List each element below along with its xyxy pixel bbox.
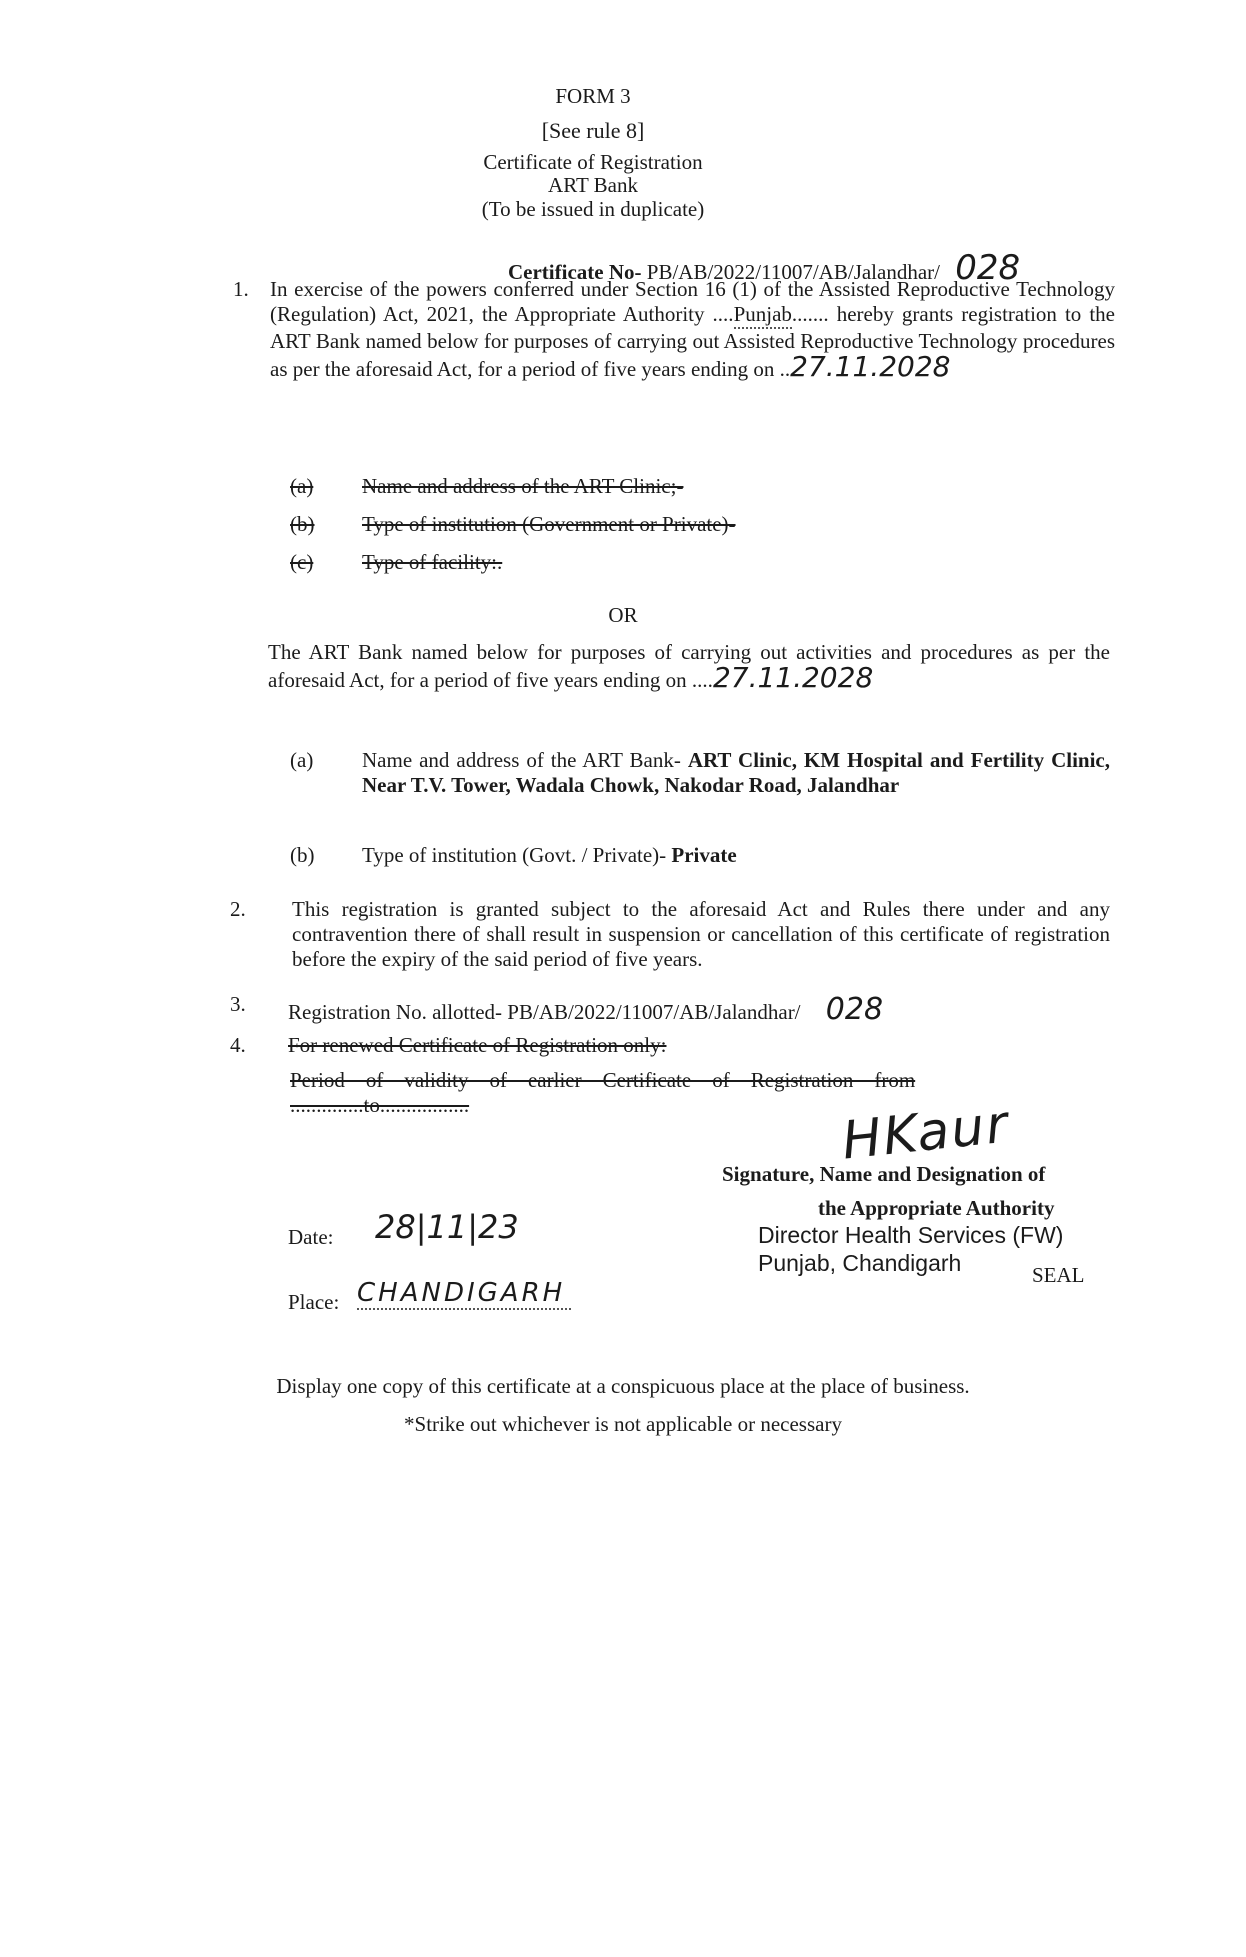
- para2-text: This registration is granted subject to the aforesaid Act and Rules there under and any contravention there of shall result in suspension or cancellation of this certificate of registration before the expiry of the said period of five years.: [292, 897, 1110, 971]
- date-value: 28|11|23: [375, 1208, 519, 1246]
- para-or-body: The ART Bank named below for purposes of carrying out activities and procedures as per the aforesaid Act, for a period of five years ending on ....: [268, 640, 1110, 692]
- para1-number: 1.: [233, 277, 249, 301]
- signature-caption-line2: the Appropriate Authority: [818, 1196, 1055, 1220]
- footer-display-note: Display one copy of this certificate at a conspicuous place at the place of business.: [276, 1374, 970, 1398]
- bank-item-b-label: (b): [290, 843, 315, 867]
- certificate-number-label: Certificate No-: [508, 260, 642, 284]
- para-or-text: [268, 640, 1110, 693]
- para3-number: 3.: [230, 992, 246, 1016]
- date-label: Date:: [288, 1225, 334, 1249]
- para3-registration-number: PB/AB/2022/11007/AB/Jalandhar/: [507, 1000, 801, 1024]
- para1-end-date: 27.11.2028: [790, 350, 951, 383]
- struck-item-c-label: (c): [290, 550, 314, 574]
- bank-item-b-value: Private: [671, 843, 737, 867]
- para3-label: Registration No. allotted-: [288, 1000, 503, 1024]
- bank-item-a: [362, 748, 1110, 798]
- duplicate-note: (To be issued in duplicate): [481, 197, 705, 221]
- place-value: CHANDIGARH: [357, 1278, 571, 1310]
- footer-strike-note: *Strike out whichever is not applicable or necessary: [404, 1412, 842, 1436]
- certificate-number-handwritten: 028: [955, 248, 1021, 288]
- bank-item-b: [362, 843, 737, 868]
- para1-text-b: hereby grants registration to the ART Bank named below for purposes of carrying out Assisted Reproductive Technology procedures as per the aforesaid Act, for a period of five years ending on ..: [270, 302, 1116, 381]
- seal-label: SEAL: [1032, 1263, 1085, 1287]
- form-number: FORM 3: [555, 84, 631, 108]
- bank-item-a-label: (a): [290, 748, 314, 772]
- para4-number: 4.: [230, 1033, 246, 1057]
- signature-scribble: HKaur: [839, 1094, 1013, 1172]
- bank-item-a-text: Name and address of the ART Bank-: [362, 748, 681, 772]
- stamp-designation: Director Health Services (FW): [758, 1222, 1064, 1248]
- para1-text-a: In exercise of the powers conferred under Section 16 (1) of the Assisted Reproductive Technology (Regulation) Act, 2021, the Appropriate Authority ....: [270, 277, 1115, 326]
- para2-number: 2.: [230, 897, 246, 921]
- rule-reference: [See rule 8]: [541, 118, 645, 143]
- para3-text: [288, 992, 883, 1027]
- signature-caption-line1: Signature, Name and Designation of: [722, 1162, 1046, 1186]
- bank-item-a-value: ART Clinic, KM Hospital and Fertility Clinic, Near T.V. Tower, Wadala Chowk, Nakodar Road, Jalandhar: [362, 748, 1110, 797]
- struck-item-b-text: Type of institution (Government or Private)-: [362, 512, 736, 536]
- struck-item-a-label: (a): [290, 474, 314, 498]
- document-title: Certificate of Registration: [483, 150, 703, 174]
- or-separator: OR: [608, 603, 638, 627]
- struck-item-b-label: (b): [290, 512, 315, 536]
- struck-item-c-text: Type of facility:.: [362, 550, 503, 574]
- bank-item-b-text: Type of institution (Govt. / Private)-: [362, 843, 667, 867]
- struck-item-a-text: Name and address of the ART Clinic;-: [362, 474, 684, 498]
- para4-line3: ..............to.................: [290, 1093, 470, 1117]
- certificate-number: PB/AB/2022/11007/AB/Jalandhar/: [646, 260, 940, 284]
- para1-text: In exercise of the powers conferred under Section 16 (1) of the Assisted Reproductive Technology (Regulation) Act, 2021, the Appropriate Authority ....Punjab....... hereby grants registration to the ART Bank named below for purposes of carrying out Assisted Reproductive Technology procedures as per the aforesaid Act, for a period of five years ending on ..27.11.2028: [270, 277, 1116, 383]
- document-subtitle: ART Bank: [548, 173, 638, 197]
- stamp-location: Punjab, Chandigarh: [758, 1250, 962, 1276]
- para4-line1: For renewed Certificate of Registration only:: [288, 1033, 667, 1057]
- place-label: Place:: [288, 1290, 340, 1314]
- para1-authority: Punjab: [734, 302, 792, 329]
- para4-line2: Period of validity of earlier Certificate of Registration from: [290, 1068, 916, 1092]
- para-or-end-date: 27.11.2028: [712, 661, 874, 694]
- para3-handwritten-number: 028: [825, 992, 884, 1027]
